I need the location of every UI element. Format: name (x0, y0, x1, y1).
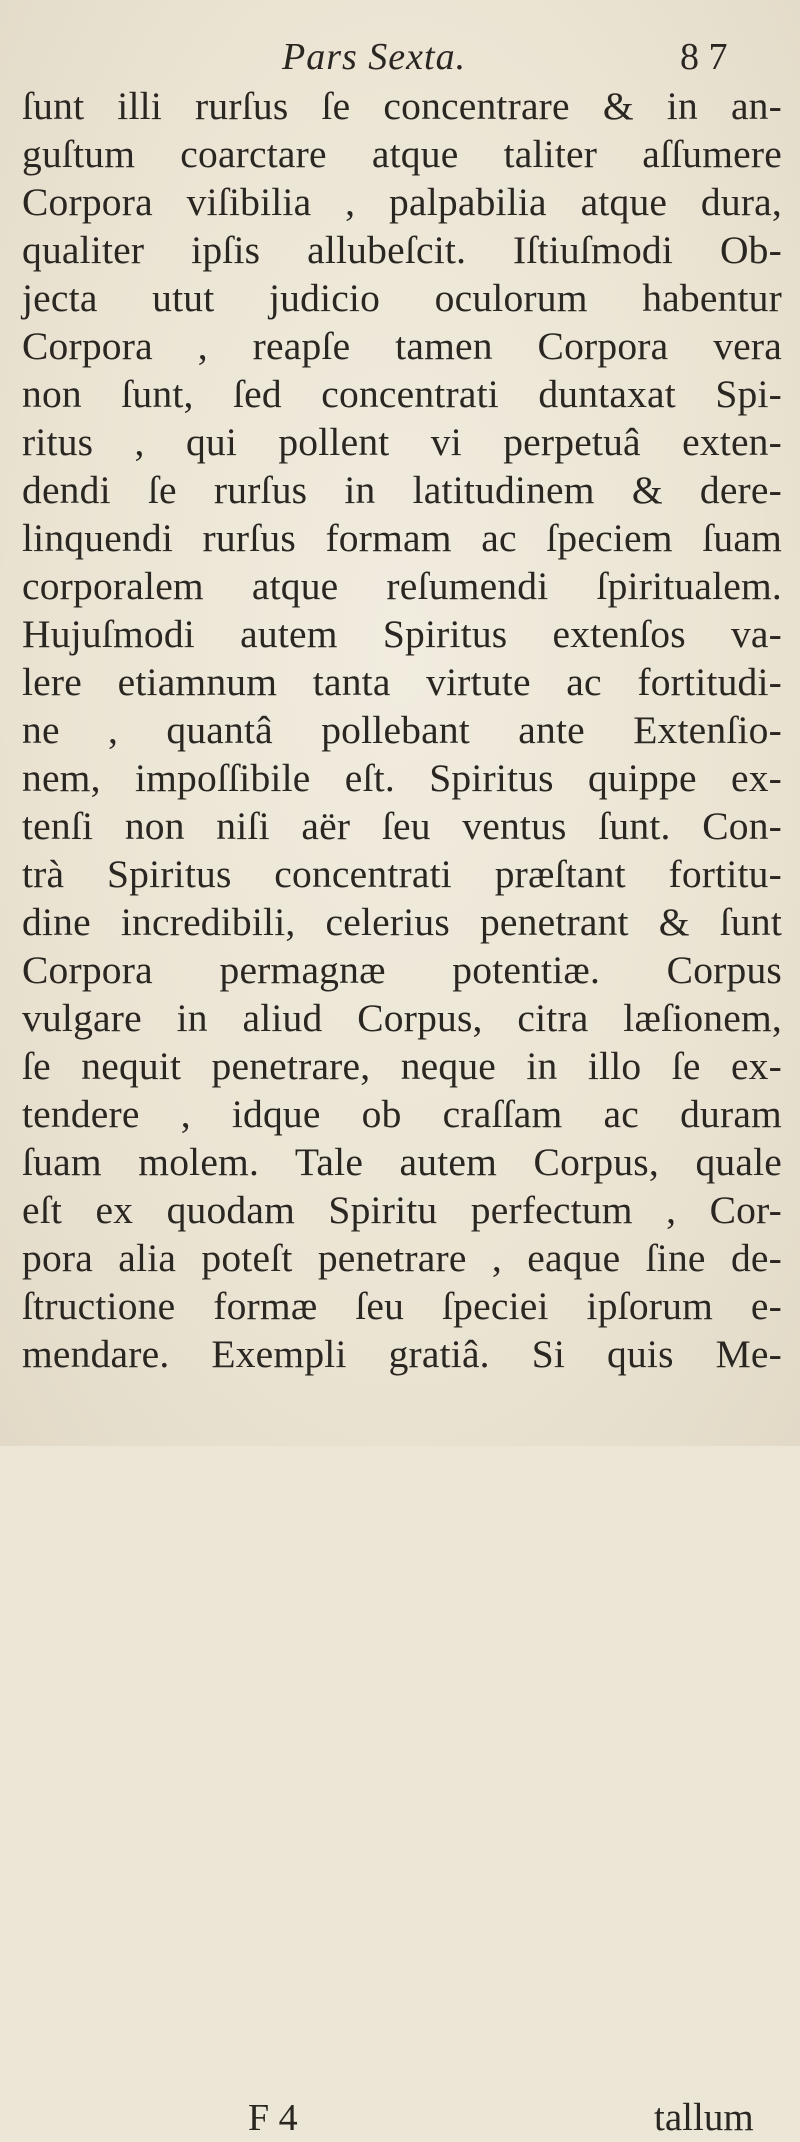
text-line: ſtructione formæ ſeu ſpeciei ipſorum e- (22, 1284, 782, 1328)
text-line: dendi ſe rurſus in latitudinem & dere- (22, 468, 782, 512)
text-line: lere etiamnum tanta virtute ac fortitudi- (22, 660, 782, 704)
text-line: qualiter ipſis allubeſcit. Iſtiuſmodi Ob- (22, 228, 782, 272)
body-text (22, 82, 782, 2139)
text-line: vulgare in aliud Corpus, citra læſionem, (22, 996, 782, 1040)
text-line: pora alia poteſt penetrare , eaque ſine de- (22, 1236, 782, 1280)
text-line: Hujuſmodi autem Spiritus extenſos va- (22, 612, 782, 656)
text-line: ſuam molem. Tale autem Corpus, quale (22, 1140, 782, 1184)
text-line: ritus , qui pollent vi perpetuâ exten- (22, 420, 782, 464)
page-header (0, 32, 800, 82)
text-line: ne , quantâ pollebant ante Extenſio- (22, 708, 782, 752)
text-line: Corpora , reapſe tamen Corpora vera (22, 324, 782, 368)
text-line: jecta utut judicio oculorum habentur (22, 276, 782, 320)
running-title: Pars Sexta. (282, 36, 467, 78)
text-line: Corpora permagnæ potentiæ. Corpus (22, 948, 782, 992)
text-line: corporalem atque reſumendi ſpiritualem. (22, 564, 782, 608)
text-line: ſunt illi rurſus ſe concentrare & in an- (22, 84, 782, 128)
text-line: guſtum coarctare atque taliter aſſumere (22, 132, 782, 176)
text-line: linquendi rurſus formam ac ſpeciem ſuam (22, 516, 782, 560)
text-line: non ſunt, ſed concentrati duntaxat Spi- (22, 372, 782, 416)
text-line: ſe nequit penetrare, neque in illo ſe ex- (22, 1044, 782, 1088)
text-line: Corpora viſibilia , palpabilia atque dura, (22, 180, 782, 224)
text-line: eſt ex quodam Spiritu perfectum , Cor- (22, 1188, 782, 1232)
text-line: dine incredibili, celerius penetrant & ſunt (22, 900, 782, 944)
text-line: tendere , idque ob craſſam ac duram (22, 1092, 782, 1136)
text-line: tenſi non niſi aër ſeu ventus ſunt. Con- (22, 804, 782, 848)
text-line: nem, impoſſibile eſt. Spiritus quippe ex- (22, 756, 782, 800)
signature-mark: F 4 (248, 2097, 298, 2139)
text-line: mendare. Exempli gratiâ. Si quis Me- (22, 1332, 782, 1376)
catchword: tallum (654, 2096, 754, 2139)
page-number: 8 7 (680, 36, 728, 78)
text-line: trà Spiritus concentrati præſtant fortitu- (22, 852, 782, 896)
